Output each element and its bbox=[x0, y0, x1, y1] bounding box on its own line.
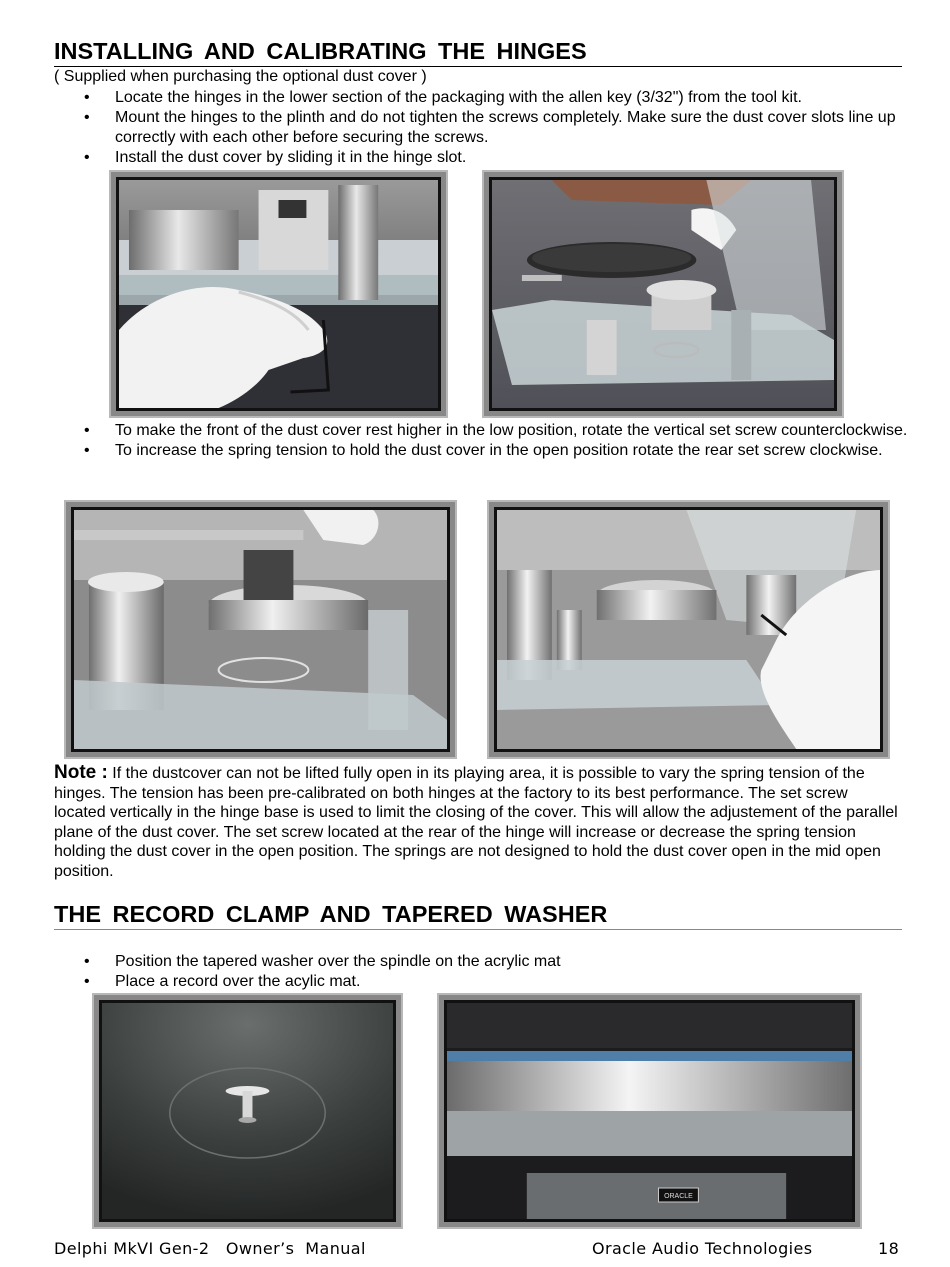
bullet-list-adjustment bbox=[54, 421, 914, 461]
note-text: If the dustcover can not be lifted fully open in its playing area, it is possible to vary the spring tension of the hinges. The tension has been pre-calibrated on both hinges at the factory to its best performance. The set screw located vertically in the hinge base is used to limit the closing of the cover. This will allow the adjustement of the parallel plane of the dust cover. The set screw located at the rear of the hinge will increase or decrease the spring tension holding the dust cover in the open position. The springs are not designed to hold the dust cover open in the mid open position. bbox=[54, 765, 898, 880]
list-item: • To increase the spring tension to hold the dust cover in the open position rotate the rear set screw clockwise. bbox=[54, 441, 914, 461]
list-item: • Position the tapered washer over the spindle on the acrylic mat bbox=[54, 952, 914, 972]
photo-hinge-allen-key bbox=[109, 170, 448, 418]
note-paragraph bbox=[54, 763, 902, 882]
photo-vertical-set-screw bbox=[64, 500, 457, 759]
footer-company: Oracle Audio Technologies bbox=[592, 1239, 813, 1258]
footer-page-number: 18 bbox=[878, 1239, 900, 1258]
photo-install-dust-cover bbox=[482, 170, 844, 418]
section-subtitle: ( Supplied when purchasing the optional dust cover ) bbox=[54, 68, 427, 85]
footer-manual-title: Delphi MkVI Gen-2 Owner’s Manual bbox=[54, 1239, 366, 1258]
oracle-logo: ORACLE bbox=[664, 1192, 693, 1201]
list-item: • Locate the hinges in the lower section of the packaging with the allen key (3/32") from the tool kit. bbox=[54, 88, 914, 108]
note-label: Note : bbox=[54, 762, 108, 783]
list-item: • To make the front of the dust cover rest higher in the low position, rotate the vertical set screw counterclockwise. bbox=[54, 421, 914, 441]
list-item: • Mount the hinges to the plinth and do not tighten the screws completely. Make sure the dust cover slots line up correctly with each other before securing the screws. bbox=[54, 108, 914, 148]
list-item: • Place a record over the acylic mat. bbox=[54, 972, 914, 992]
bullet-list-hinges bbox=[54, 88, 914, 168]
section-title-record-clamp: THE RECORD CLAMP AND TAPERED WASHER bbox=[54, 900, 902, 930]
photo-record-on-mat bbox=[437, 993, 862, 1229]
photo-tapered-washer bbox=[92, 993, 403, 1229]
list-item: • Install the dust cover by sliding it in the hinge slot. bbox=[54, 148, 914, 168]
photo-rear-set-screw bbox=[487, 500, 890, 759]
bullet-list-record-clamp bbox=[54, 952, 914, 992]
section-title-hinges: INSTALLING AND CALIBRATING THE HINGES bbox=[54, 37, 902, 67]
